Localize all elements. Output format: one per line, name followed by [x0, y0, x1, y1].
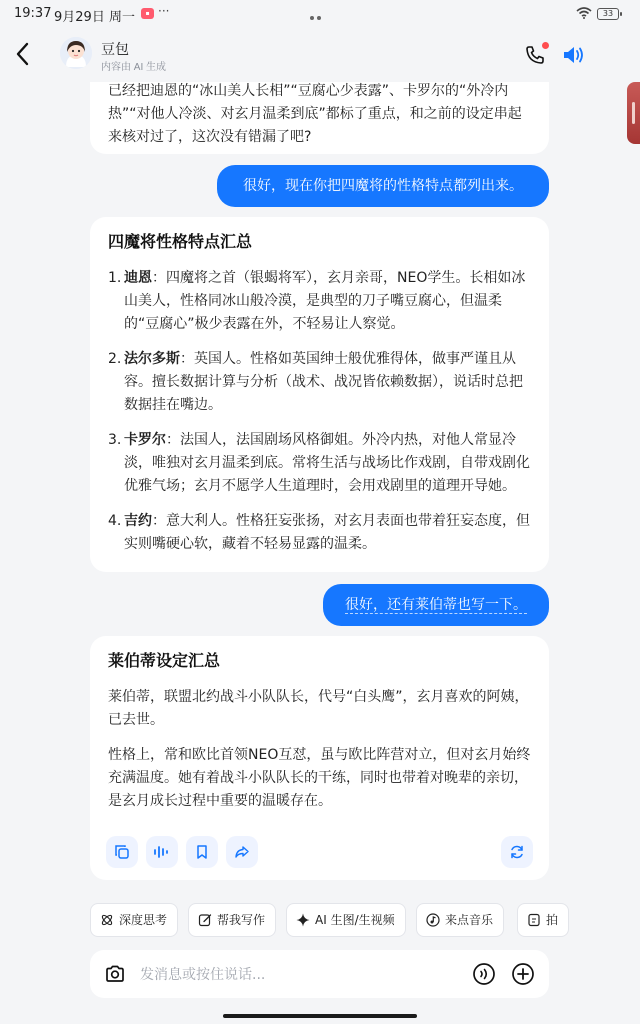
camera-icon[interactable]	[104, 963, 126, 985]
bookmark-button[interactable]	[186, 836, 218, 868]
user-message-text: 很好，还有莱伯蒂也写一下。	[345, 597, 527, 613]
ai-message-text: 已经把迪恩的“冰山美人长相”“豆腐心少表露”、卡罗尔的“外冷内热”“对他人冷淡、对玄月温柔到底”都标了重点，和之前的设定串起来核对过了，这次没有错漏了吧?	[108, 83, 522, 145]
list-number: 1.	[108, 270, 122, 286]
unread-dot	[542, 42, 549, 49]
character-description: ：意大利人。性格狂妄张扬，对玄月表面也带着狂妄态度，但实则嘴硬心软，藏着不轻易显露的温柔。	[124, 513, 530, 552]
list-number: 4.	[108, 513, 122, 529]
chip-photo[interactable]	[517, 903, 569, 937]
copy-button[interactable]	[106, 836, 138, 868]
share-icon	[234, 844, 250, 860]
chip-writing[interactable]	[188, 903, 276, 937]
character-description: ：四魔将之首（银蝎将军），玄月亲哥，NEO学生。长相如冰山美人，性格同冰山般冷漠，是典型的刀子嘴豆腐心，但温柔的“豆腐心”极少表露在外，不轻易让人察觉。	[124, 270, 526, 332]
battery-icon	[597, 8, 619, 20]
voice-call-icon[interactable]	[472, 962, 496, 986]
list-item	[108, 348, 531, 417]
chat-subtitle: 内容由 AI 生成	[101, 62, 167, 73]
status-date: 9月29日 周一	[54, 10, 135, 25]
message-input[interactable]: 发消息或按住说话...	[140, 967, 266, 983]
phone-call-button[interactable]	[524, 44, 546, 66]
character-description: ：英国人。性格如英国绅士般优雅得体，做事严谨且从容。擅长数据计算与分析（战术、战况皆依赖数据），说话时总把数据挂在嘴边。	[124, 351, 523, 413]
ai-message-paragraph: 性格上，常和欧比首领NEO互怼，虽与欧比阵营对立，但对玄月始终充满温度。她有着战斗小队队长的干练，同时也带着对晚辈的亲切，是玄月成长过程中重要的温暖存在。	[108, 747, 531, 809]
quick-actions	[90, 903, 640, 937]
user-message	[323, 584, 549, 626]
chip-ai-image-video[interactable]	[286, 903, 406, 937]
back-arrow-icon[interactable]	[12, 40, 34, 68]
plus-icon[interactable]	[511, 962, 535, 986]
copy-icon	[114, 844, 130, 860]
sparkle-icon	[296, 913, 310, 927]
status-bar	[0, 0, 640, 28]
ai-message-paragraph: 莱伯蒂，联盟北约战斗小队队长，代号“白头鹰”，玄月喜欢的阿姨，已去世。	[108, 689, 529, 728]
character-name: 吉约	[124, 513, 152, 529]
edit-icon	[198, 913, 212, 927]
avatar[interactable]	[60, 37, 92, 69]
music-icon	[426, 913, 440, 927]
ai-message	[90, 217, 549, 572]
scan-icon	[527, 913, 541, 927]
chip-label: 拍	[546, 913, 559, 927]
refresh-icon	[509, 844, 525, 860]
character-name: 卡罗尔	[124, 432, 166, 448]
chip-music[interactable]	[416, 903, 504, 937]
character-list	[108, 267, 531, 556]
character-description: ：法国人，法国剧场风格御姐。外冷内热，对他人常显冷淡，唯独对玄月温柔到底。常将生活与战场比作戏剧，自带戏剧化优雅气场；玄月不愿学人生道理时，会用戏剧里的道理开导她。	[124, 432, 530, 494]
read-aloud-button[interactable]	[146, 836, 178, 868]
list-item	[108, 429, 531, 498]
wifi-icon	[576, 7, 592, 19]
more-notifications-icon: ···	[158, 4, 170, 18]
chip-deep-thinking[interactable]	[90, 903, 178, 937]
side-float-tab[interactable]	[627, 82, 640, 144]
status-time: 19:37	[14, 6, 52, 21]
chip-label: AI 生图/生视频	[315, 913, 395, 927]
list-item	[108, 267, 531, 336]
speaker-icon[interactable]	[562, 44, 586, 66]
atom-icon	[100, 913, 114, 927]
list-number: 2.	[108, 351, 122, 367]
ai-message-heading: 莱伯蒂设定汇总	[108, 651, 221, 670]
chat-header	[0, 28, 640, 82]
chip-label: 深度思考	[119, 913, 168, 927]
regenerate-button[interactable]	[501, 836, 533, 868]
list-item	[108, 510, 531, 556]
chip-label: 来点音乐	[445, 913, 494, 927]
app-notification-icon: ▪	[141, 8, 154, 19]
chip-label: 帮我写作	[217, 913, 266, 927]
home-indicator[interactable]	[223, 1014, 417, 1018]
battery-level: 33	[602, 9, 614, 18]
character-name: 法尔多斯	[124, 351, 180, 367]
share-button[interactable]	[226, 836, 258, 868]
audio-wave-icon	[153, 844, 171, 860]
window-handle-icon[interactable]	[310, 9, 330, 15]
ai-message-heading: 四魔将性格特点汇总	[108, 232, 253, 251]
list-number: 3.	[108, 432, 122, 448]
character-name: 迪恩	[124, 270, 152, 286]
ai-message	[90, 636, 549, 880]
bookmark-icon	[194, 844, 210, 860]
user-message: 很好，现在你把四魔将的性格特点都列出来。	[217, 165, 549, 207]
ai-message	[90, 70, 549, 154]
message-input-bar	[90, 950, 549, 998]
chat-title: 豆包	[101, 42, 129, 58]
message-actions	[106, 836, 533, 868]
